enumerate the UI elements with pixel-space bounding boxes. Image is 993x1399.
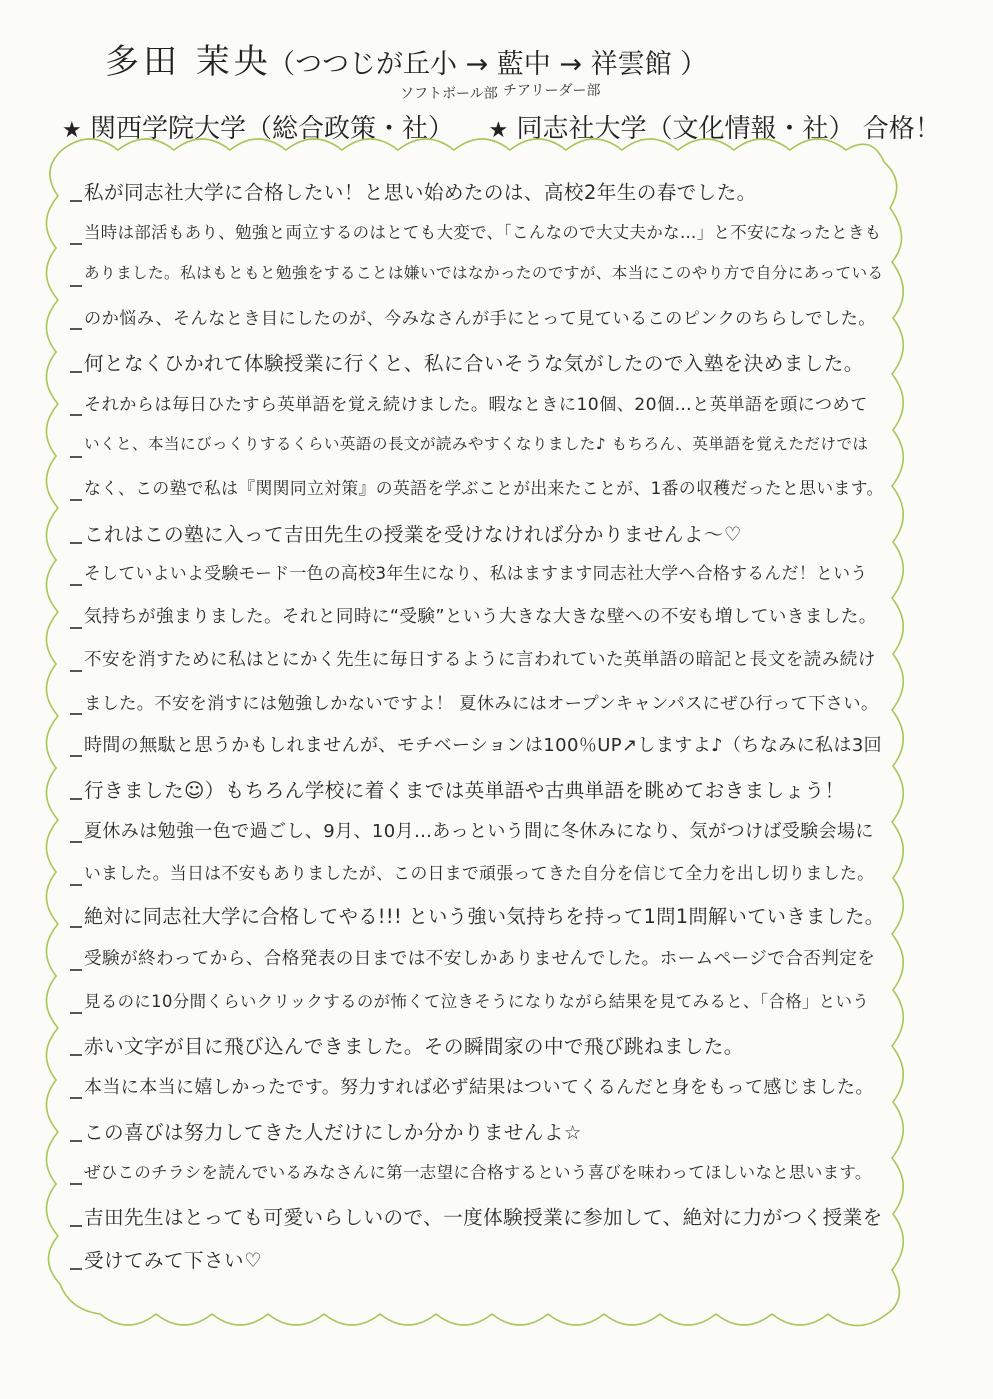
line-marker — [70, 542, 82, 544]
letter-line: 不安を消すために私はとにかく先生に毎日するように言われていた英単語の暗記と長文を読み続け — [84, 650, 876, 670]
line-marker — [70, 1183, 82, 1185]
letter-line: 受験が終わってから、合格発表の日までは不安しかありませんでした。ホームページで合否判定を — [84, 949, 876, 969]
letter-line: ぜひこのチラシを読んでいるみなさんに第一志望に合格するという喜びを味わってほしいなと思います。 — [84, 1163, 872, 1182]
letter-line: これはこの塾に入って吉田先生の授業を受けなければ分かりませんよ～♡ — [84, 523, 742, 546]
letter-line: 行きました☺）もちろん学校に着くまでは英単語や古典単語を眺めておきましょう！ — [84, 779, 845, 802]
school-history: （つつじが丘小 → 藍中 → 祥雲館 ） — [268, 49, 708, 80]
line-marker — [70, 499, 82, 501]
letter-line: ました。不安を消すには勉強しかないですよ！ 夏休みにはオープンキャンパスにぜひ行って下さい。 — [84, 694, 879, 714]
letter-line: いくと、本当にびっくりするくらい英語の長文が読みやすくなりました♪ もちろん、英単語を覚えただけでは — [84, 435, 869, 453]
line-marker — [70, 884, 82, 886]
letter-line: 時間の無駄と思うかもしれませんが、モチベーションは100％UP↗しますよ♪（ちなみに私は3回 — [84, 735, 883, 756]
line-marker — [70, 1140, 82, 1142]
line-marker — [70, 414, 82, 416]
club-junior-high: ソフトボール部 — [400, 86, 498, 102]
letter-line: なく、この塾で私は『関関同立対策』の英語を学ぶことが出来たことが、1番の収穫だったと思います。 — [84, 478, 884, 498]
line-marker — [70, 1054, 82, 1056]
line-marker — [70, 285, 82, 287]
line-marker — [70, 755, 82, 757]
line-marker — [70, 1225, 82, 1227]
line-marker — [70, 456, 82, 458]
letter-line: 何となくひかれて体験授業に行くと、私に合いそうな気がしたので入塾を決めました。 — [84, 352, 864, 375]
letter-line: 赤い文字が目に飛び込んできました。その瞬間家の中で飛び跳ねました。 — [84, 1035, 744, 1058]
letter-line: 気持ちが強まりました。それと同時に“受験”という大きな大きな壁への不安も増していきました。 — [84, 607, 877, 627]
letter-line: のか悩み、そんなとき目にしたのが、今みなさんが手にとって見ているこのピンクのちらしでした。 — [84, 309, 876, 329]
line-marker — [70, 926, 82, 928]
letter-line: いました。当日は不安もありましたが、この日まで頑張ってきた自分を信じて全力を出し切りました。 — [84, 863, 875, 883]
line-marker — [70, 243, 82, 245]
line-marker — [70, 627, 82, 629]
line-marker — [70, 1012, 82, 1014]
star-icon: ★ — [62, 118, 82, 143]
letter-line: 絶対に同志社大学に合格してやる!!! という強い気持ちを持って1問1問解いていきました。 — [84, 905, 885, 928]
letter-line: 私が同志社大学に合格したい！と思い始めたのは、高校2年生の春でした。 — [84, 181, 757, 204]
line-marker — [70, 713, 82, 715]
line-marker — [70, 1268, 82, 1270]
line-marker — [70, 670, 82, 672]
letter-line: 吉田先生はとっても可愛いらしいので、一度体験授業に参加して、絶対に力がつく授業を — [84, 1206, 883, 1229]
line-marker — [70, 1097, 82, 1099]
line-marker — [70, 328, 82, 330]
author-name: 多田 茉央 — [105, 42, 272, 82]
letter-line: この喜びは努力してきた人だけにしか分かりませんよ☆ — [84, 1121, 582, 1144]
result-kwansei: 関西学院大学（総合政策・社） — [90, 114, 455, 144]
star-icon: ★ — [488, 118, 509, 143]
line-marker — [70, 969, 82, 971]
letter-line: 当時は部活もあり、勉強と両立するのはとても大変で、「こんなので大丈夫かな…」と不安になったときも — [84, 223, 882, 242]
line-marker — [70, 371, 82, 373]
line-marker — [70, 200, 82, 202]
line-marker — [70, 584, 82, 586]
line-marker — [70, 798, 82, 800]
letter-line: 本当に本当に嬉しかったです。努力すれば必ず結果はついてくるんだと身をもって感じました。 — [84, 1077, 874, 1098]
letter-line: 見るのに10分間くらいクリックするのが怖くて泣きそうになりながら結果を見てみると、「合格」という — [84, 992, 870, 1011]
result-doshisha: 同志社大学（文化情報・社） 合格！ — [516, 114, 941, 144]
letter-line: そしていよいよ受験モード一色の高校3年生になり、私はますます同志社大学へ合格するんだ！という — [84, 563, 868, 583]
club-high-school: チアリーダー部 — [503, 83, 601, 99]
letter-line: 受けてみて下さい♡ — [84, 1249, 262, 1272]
line-marker — [70, 841, 82, 843]
letter-line: ありました。私はもともと勉強をすることは嫌いではなかったのですが、本当にこのやり方で自分にあっている — [84, 264, 884, 282]
letter-line: 夏休みは勉強一色で過ごし、9月、10月…あっという間に冬休みになり、気がつけば受験会場に — [84, 821, 874, 842]
letter-line: それからは毎日ひたすら英単語を覚え続けました。暇なときに10個、20個…と英単語を頭につめて — [84, 395, 868, 415]
